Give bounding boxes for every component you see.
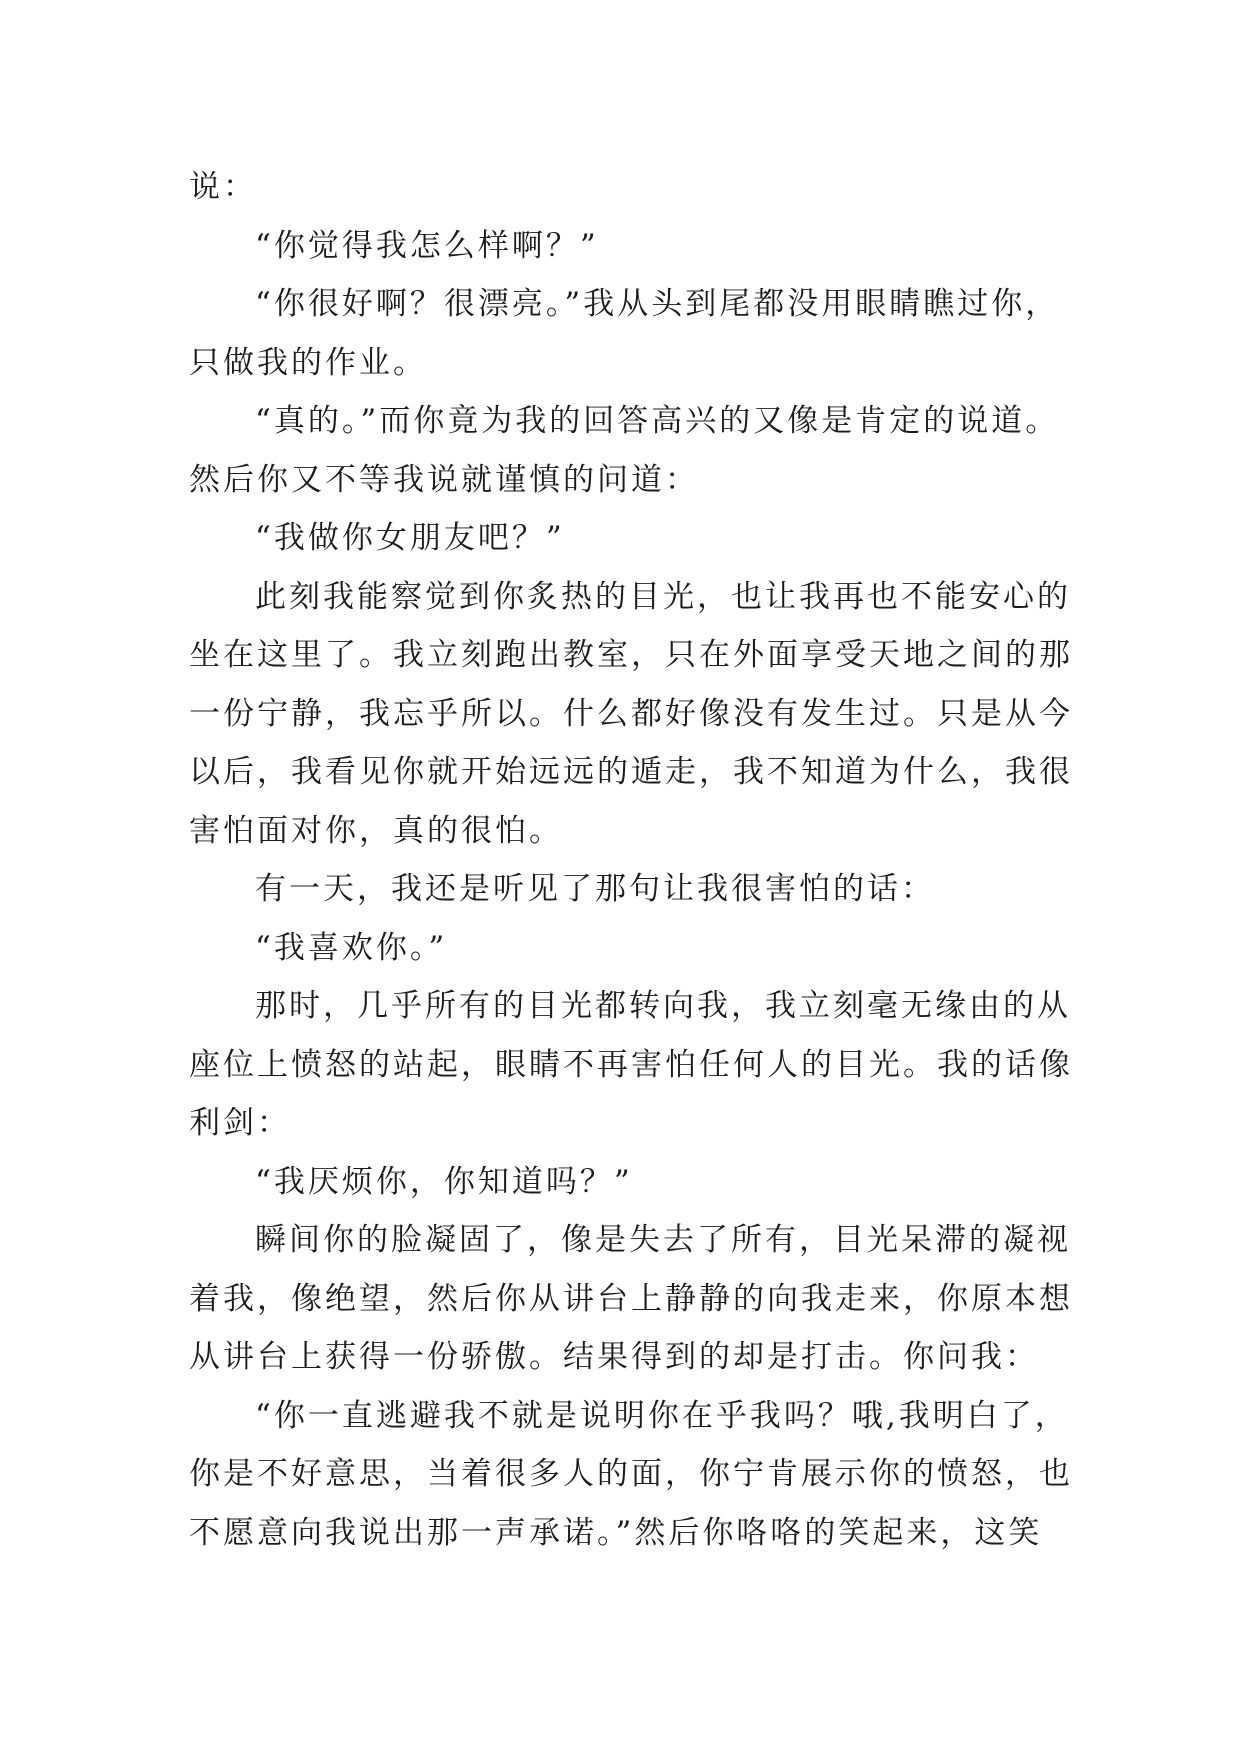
body-text xyxy=(189,158,1073,1562)
text-line: 此刻我能察觉到你炙热的目光，也让我再也不能安心的 xyxy=(255,578,1071,615)
text-line: 一份宁静，我忘乎所以。什么都好像没有发生过。只是从今 xyxy=(189,695,1073,732)
text-line: 那时，几乎所有的目光都转向我，我立刻毫无缘由的从 xyxy=(255,988,1071,1024)
text-line: 座位上愤怒的站起，眼睛不再害怕任何人的目光。我的话像 xyxy=(189,1046,1073,1083)
text-line: “我做你女朋友吧？” xyxy=(255,520,565,556)
text-line: “我喜欢你。” xyxy=(255,929,448,966)
text-line: 说： xyxy=(189,169,257,205)
text-line: “你一直逃避我不就是说明你在乎我吗？哦,我明白了， xyxy=(255,1397,1069,1434)
text-line: 以后，我看见你就开始远远的遁走，我不知道为什么，我很 xyxy=(189,754,1073,790)
text-line: 利剑： xyxy=(189,1105,291,1141)
text-line: 只做我的作业。 xyxy=(189,344,427,381)
text-line: 不愿意向我说出那一声承诺。”然后你咯咯的笑起来，这笑 xyxy=(189,1514,1043,1551)
text-line: 瞬间你的脸凝固了，像是失去了所有，目光呆滞的凝视 xyxy=(255,1222,1071,1258)
text-line: 从讲台上获得一份骄傲。结果得到的却是打击。你问我： xyxy=(189,1339,1039,1375)
text-line: 有一天，我还是听见了那句让我很害怕的话： xyxy=(255,871,935,907)
text-line: 着我，像绝望，然后你从讲台上静静的向我走来，你原本想 xyxy=(189,1280,1073,1317)
text-line: “我厌烦你，你知道吗？” xyxy=(255,1163,633,1200)
text-line: 你是不好意思，当着很多人的面，你宁肯展示你的愤怒，也 xyxy=(189,1456,1073,1492)
text-line: 坐在这里了。我立刻跑出教室，只在外面享受天地之间的那 xyxy=(189,637,1073,673)
text-line: “你觉得我怎么样啊？” xyxy=(255,227,599,264)
text-line: “你很好啊？很漂亮。”我从头到尾都没用眼睛瞧过你， xyxy=(255,286,1060,322)
text-line: 然后你又不等我说就谨慎的问道： xyxy=(189,461,699,498)
text-line: “真的。”而你竟为我的回答高兴的又像是肯定的说道。 xyxy=(255,403,1060,439)
text-line: 害怕面对你，真的很怕。 xyxy=(189,812,563,849)
